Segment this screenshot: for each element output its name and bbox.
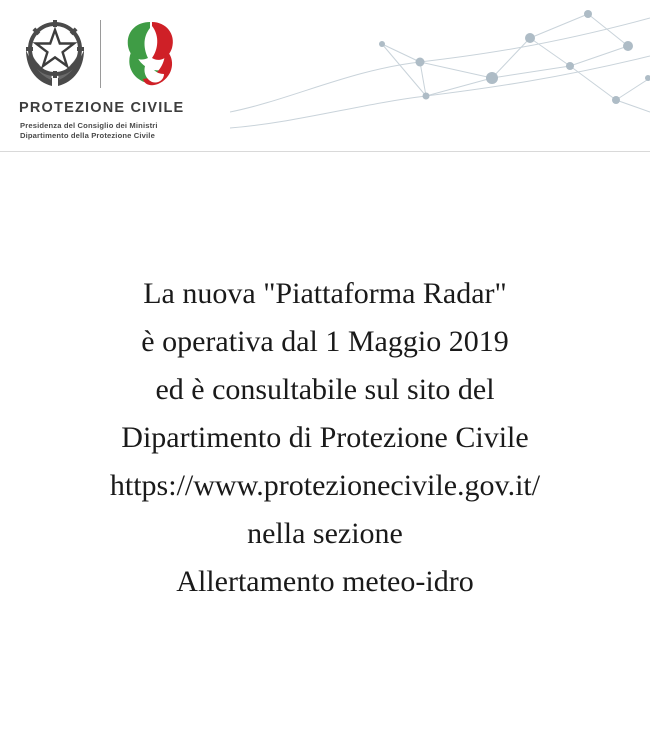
network-nodes-graphic <box>230 0 650 152</box>
logo-subtitle-line1: Presidenza del Consiglio dei Ministri <box>20 121 158 130</box>
page-header <box>0 0 650 152</box>
message-line: ed è consultabile sul sito del <box>155 373 495 406</box>
footer-band <box>0 716 650 731</box>
message-line: La nuova "Piattaforma Radar" <box>143 277 507 310</box>
logo-title: PROTEZIONE CIVILE <box>19 100 185 116</box>
logo-divider <box>100 20 101 88</box>
message-line: Dipartimento di Protezione Civile <box>121 421 529 454</box>
message-line: Allertamento meteo-idro <box>176 565 474 598</box>
announcement-message <box>0 270 650 606</box>
protezione-civile-triskelion-icon <box>110 16 190 92</box>
message-line: è operativa dal 1 Maggio 2019 <box>141 325 509 358</box>
message-line-url[interactable]: https://www.protezionecivile.gov.it/ <box>109 469 541 502</box>
logo-subtitle-line2: Dipartimento della Protezione Civile <box>20 131 155 140</box>
page-main <box>0 152 650 731</box>
institutional-logo <box>12 14 242 142</box>
italian-republic-emblem-icon <box>18 16 92 94</box>
message-line: nella sezione <box>247 517 403 550</box>
